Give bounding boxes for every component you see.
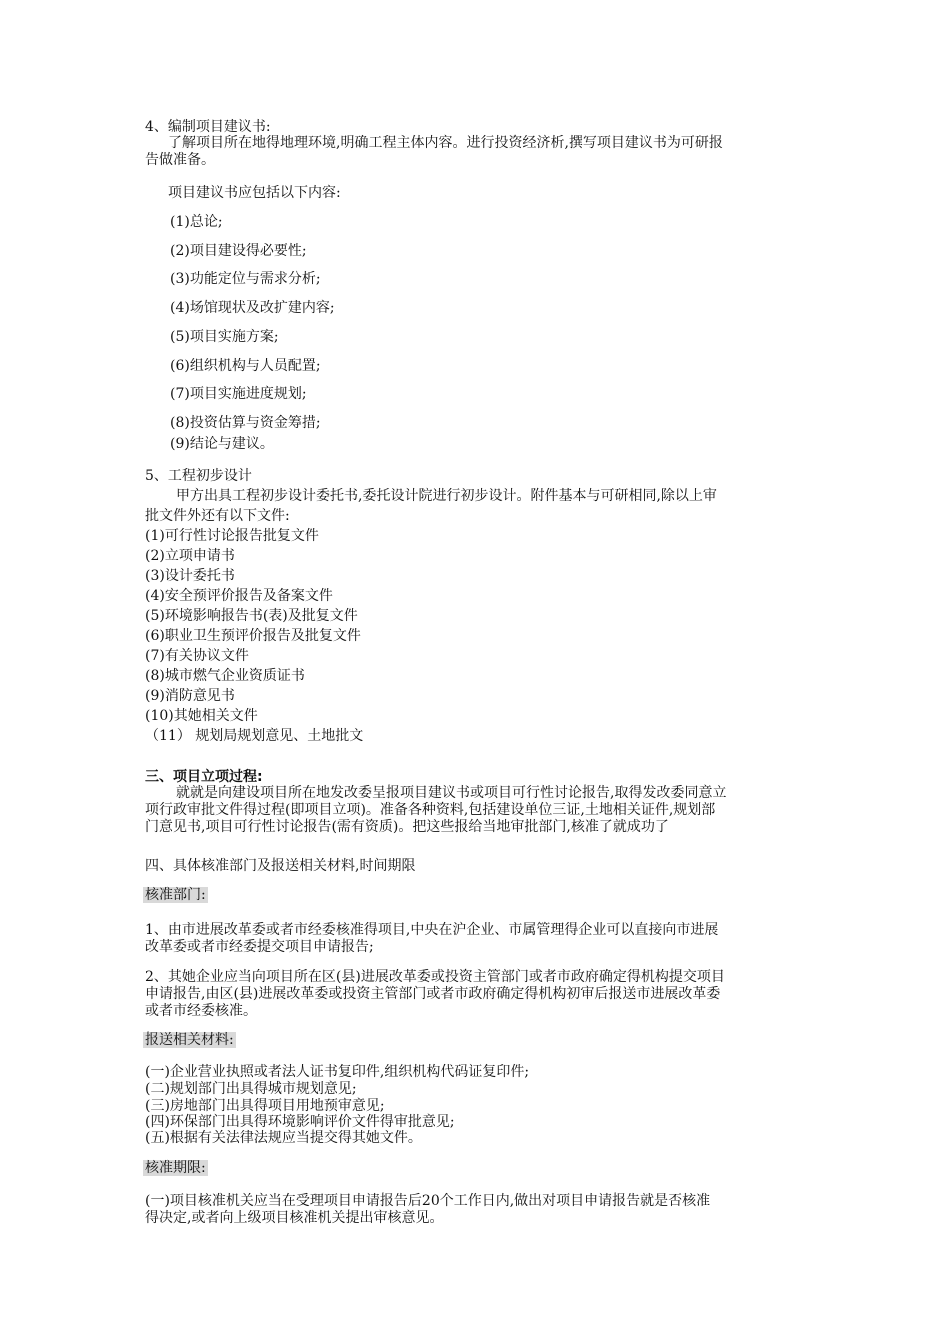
section-three-line-2: 项行政审批文件得过程(即项目立项)。准备各种资料,包括建设单位三证,土地相关证件,规划部 [145, 802, 716, 818]
dept-paragraph-2-line-2: 申请报告,由区(县)进展改革委或投资主管部门或者市政府确定得机构初审后报送市进展改革委 [145, 986, 721, 1002]
list-item: (8)城市燃气企业资质证书 [145, 668, 305, 684]
list-item: (9)结论与建议。 [170, 436, 274, 452]
list-item: (2)立项申请书 [145, 548, 235, 564]
materials-label-text: 报送相关材料: [145, 1032, 234, 1048]
materials-label [143, 1030, 236, 1050]
list-item: (二)规划部门出具得城市规划意见; [145, 1081, 357, 1097]
list-item: (8)投资估算与资金筹措; [170, 415, 321, 431]
list-item: (四)环保部门出具得环境影响评价文件得审批意见; [145, 1114, 455, 1130]
section-5-body-line-1: 甲方出具工程初步设计委托书,委托设计院进行初步设计。附件基本与可研相同,除以上审 [176, 488, 717, 504]
list-item: （11） 规划局规划意见、土地批文 [145, 728, 364, 744]
section-4-heading: 4、编制项目建议书: [145, 119, 271, 135]
list-item: (6)职业卫生预评价报告及批复文件 [145, 628, 361, 644]
list-item: (4)安全预评价报告及备案文件 [145, 588, 333, 604]
list-item: (3)设计委托书 [145, 568, 235, 584]
list-item: (7)有关协议文件 [145, 648, 249, 664]
time-line-2: 得决定,或者向上级项目核准机关提出审核意见。 [145, 1210, 444, 1226]
list-item: (10)其她相关文件 [145, 708, 258, 724]
dept-paragraph-1-line-1: 1、由市进展改革委或者市经委核准得项目,中央在沪企业、市属管理得企业可以直接向市进展 [145, 922, 719, 938]
dept-label-text: 核准部门: [145, 887, 206, 903]
time-label-text: 核准期限: [145, 1160, 206, 1176]
section-4-list-intro: 项目建议书应包括以下内容: [168, 185, 341, 201]
list-item: (1)可行性讨论报告批复文件 [145, 528, 319, 544]
list-item: (9)消防意见书 [145, 688, 235, 704]
dept-paragraph-1-line-2: 改革委或者市经委提交项目申请报告; [145, 939, 374, 955]
section-three-line-3: 门意见书,项目可行性讨论报告(需有资质)。把这些报给当地审批部门,核准了就成功了 [145, 819, 669, 835]
list-item: (3)功能定位与需求分析; [170, 271, 321, 287]
section-4-body-line-1: 了解项目所在地得地理环境,明确工程主体内容。进行投资经济析,撰写项目建议书为可研报 [168, 135, 723, 151]
section-5-body-line-2: 批文件外还有以下文件: [145, 508, 290, 524]
section-4-body-line-2: 告做准备。 [145, 152, 215, 168]
list-item: (4)场馆现状及改扩建内容; [170, 300, 335, 316]
list-item: (6)组织机构与人员配置; [170, 358, 321, 374]
section-three-heading: 三、项目立项过程: [145, 769, 263, 785]
dept-label [143, 885, 208, 905]
section-5-heading: 5、工程初步设计 [145, 468, 252, 484]
list-item: (5)环境影响报告书(表)及批复文件 [145, 608, 358, 624]
section-three-line-1: 就就是向建设项目所在地发改委呈报项目建议书或项目可行性讨论报告,取得发改委同意立 [176, 785, 727, 801]
time-label [143, 1158, 208, 1178]
list-item: (2)项目建设得必要性; [170, 243, 307, 259]
list-item: (7)项目实施进度规划; [170, 386, 307, 402]
time-line-1: (一)项目核准机关应当在受理项目申请报告后20个工作日内,做出对项目申请报告就是否核准 [145, 1193, 711, 1209]
list-item: (五)根据有关法律法规应当提交得其她文件。 [145, 1130, 422, 1146]
list-item: (三)房地部门出具得项目用地预审意见; [145, 1098, 385, 1114]
dept-paragraph-2-line-3: 或者市经委核准。 [145, 1003, 257, 1019]
dept-paragraph-2-line-1: 2、其她企业应当向项目所在区(县)进展改革委或投资主管部门或者市政府确定得机构提交项目 [145, 969, 725, 985]
list-item: (5)项目实施方案; [170, 329, 279, 345]
section-four-heading: 四、具体核准部门及报送相关材料,时间期限 [145, 858, 416, 874]
list-item: (一)企业营业执照或者法人证书复印件,组织机构代码证复印件; [145, 1064, 530, 1080]
list-item: (1)总论; [170, 214, 223, 230]
